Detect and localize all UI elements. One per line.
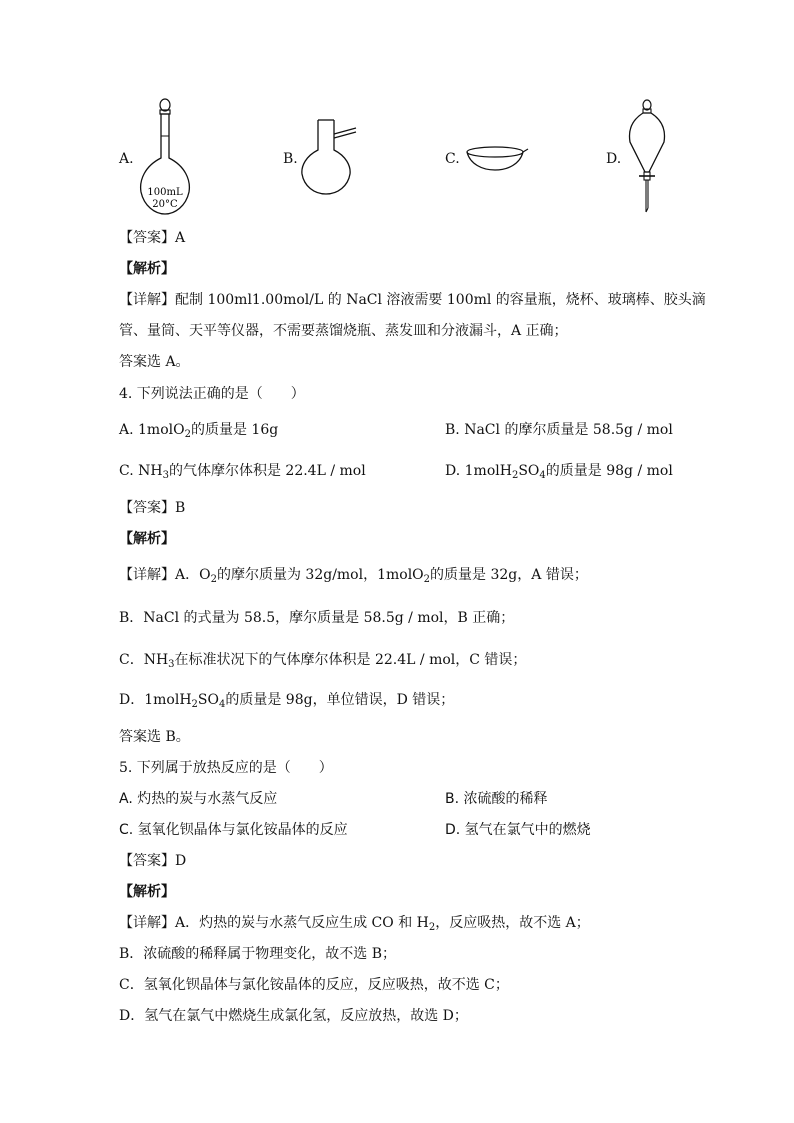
- q4-option-c-label: C.: [119, 463, 134, 479]
- q3-conclusion: 答案选 A。: [119, 354, 190, 370]
- q5-option-d: D. 氢气在氯气中的燃烧: [445, 822, 591, 838]
- q5-answer: 【答案】D: [119, 853, 187, 869]
- q4-answer: 【答案】B: [119, 500, 186, 516]
- q4-detail-b: B．NaCl 的式量为 58.5，摩尔质量是 58.5g / mol，B 正确；: [119, 610, 515, 626]
- option-b-label: B.: [283, 151, 298, 167]
- q4-option-a: A. 1molO$_2$的质量是 16g: [119, 422, 279, 440]
- evaporating-dish-icon: [462, 140, 532, 175]
- q4-conclusion: 答案选 B。: [119, 729, 190, 745]
- q4-option-d-label: D.: [445, 463, 461, 479]
- option-a-label: A.: [119, 151, 134, 167]
- q5-option-c: C. 氢氧化钡晶体与氯化铵晶体的反应: [119, 822, 348, 838]
- q4-detail-a: 【详解】A．$O_2$的摩尔质量为 32g/mol，1molO$_2$的质量是 32g，A 错误；: [119, 567, 588, 585]
- q3-detail-line1: 【详解】配制 100ml1.00mol/L 的 NaCl 溶液需要 100ml 的容量瓶，烧杯、玻璃棒、胶头滴: [119, 292, 706, 308]
- q4-option-d: D. $1molH_2SO_4$的质量是 98g / mol: [445, 463, 673, 481]
- volumetric-flask-icon: [135, 96, 195, 216]
- q5-detail-c: C．氢氧化钡晶体与氯化铵晶体的反应，反应吸热，故不选 C；: [119, 977, 509, 993]
- q5-analysis-heading: 【解析】: [119, 884, 175, 900]
- q4-option-b-label: B.: [445, 422, 460, 438]
- q3-detail-line2: 管、量筒、天平等仪器，不需要蒸馏烧瓶、蒸发皿和分液漏斗，A 正确；: [119, 323, 568, 339]
- q4-detail-d: D．$1molH_2SO_4$的质量是 98g，单位错误，D 错误；: [119, 692, 455, 710]
- q4-option-a-label: A.: [119, 422, 134, 438]
- distillation-flask-icon: [298, 116, 368, 196]
- q5-option-b: B. 浓硫酸的稀释: [445, 791, 548, 807]
- flask-volume-marking: 100mL: [147, 187, 183, 198]
- flask-temp-marking: 20°C: [152, 199, 178, 210]
- q5-detail-b: B．浓硫酸的稀释属于物理变化，故不选 B；: [119, 946, 397, 962]
- q4-detail-c: C．$NH_3$在标准状况下的气体摩尔体积是 22.4L / mol，C 错误；: [119, 652, 527, 670]
- option-d-label: D.: [606, 151, 622, 167]
- q4-option-c: C. $NH_3$的气体摩尔体积是 22.4L / mol: [119, 463, 366, 481]
- q3-analysis-heading: 【解析】: [119, 261, 175, 277]
- q5-detail-d: D．氢气在氯气中燃烧生成氯化氢，反应放热，故选 D；: [119, 1008, 468, 1024]
- q5-stem: 5. 下列属于放热反应的是（ ）: [119, 760, 333, 776]
- q3-answer: 【答案】A: [119, 230, 186, 246]
- q4-analysis-heading: 【解析】: [119, 531, 175, 547]
- option-c-label: C.: [445, 151, 460, 167]
- q4-stem: 4. 下列说法正确的是（ ）: [119, 386, 305, 402]
- q4-option-b: B. NaCl 的摩尔质量是 58.5g / mol: [445, 422, 673, 438]
- separatory-funnel-icon: [622, 98, 672, 216]
- q5-option-a: A. 灼热的炭与水蒸气反应: [119, 791, 278, 807]
- q5-detail-a: 【详解】A．灼热的炭与水蒸气反应生成 CO 和 $H_2$，反应吸热，故不选 A；: [119, 915, 590, 933]
